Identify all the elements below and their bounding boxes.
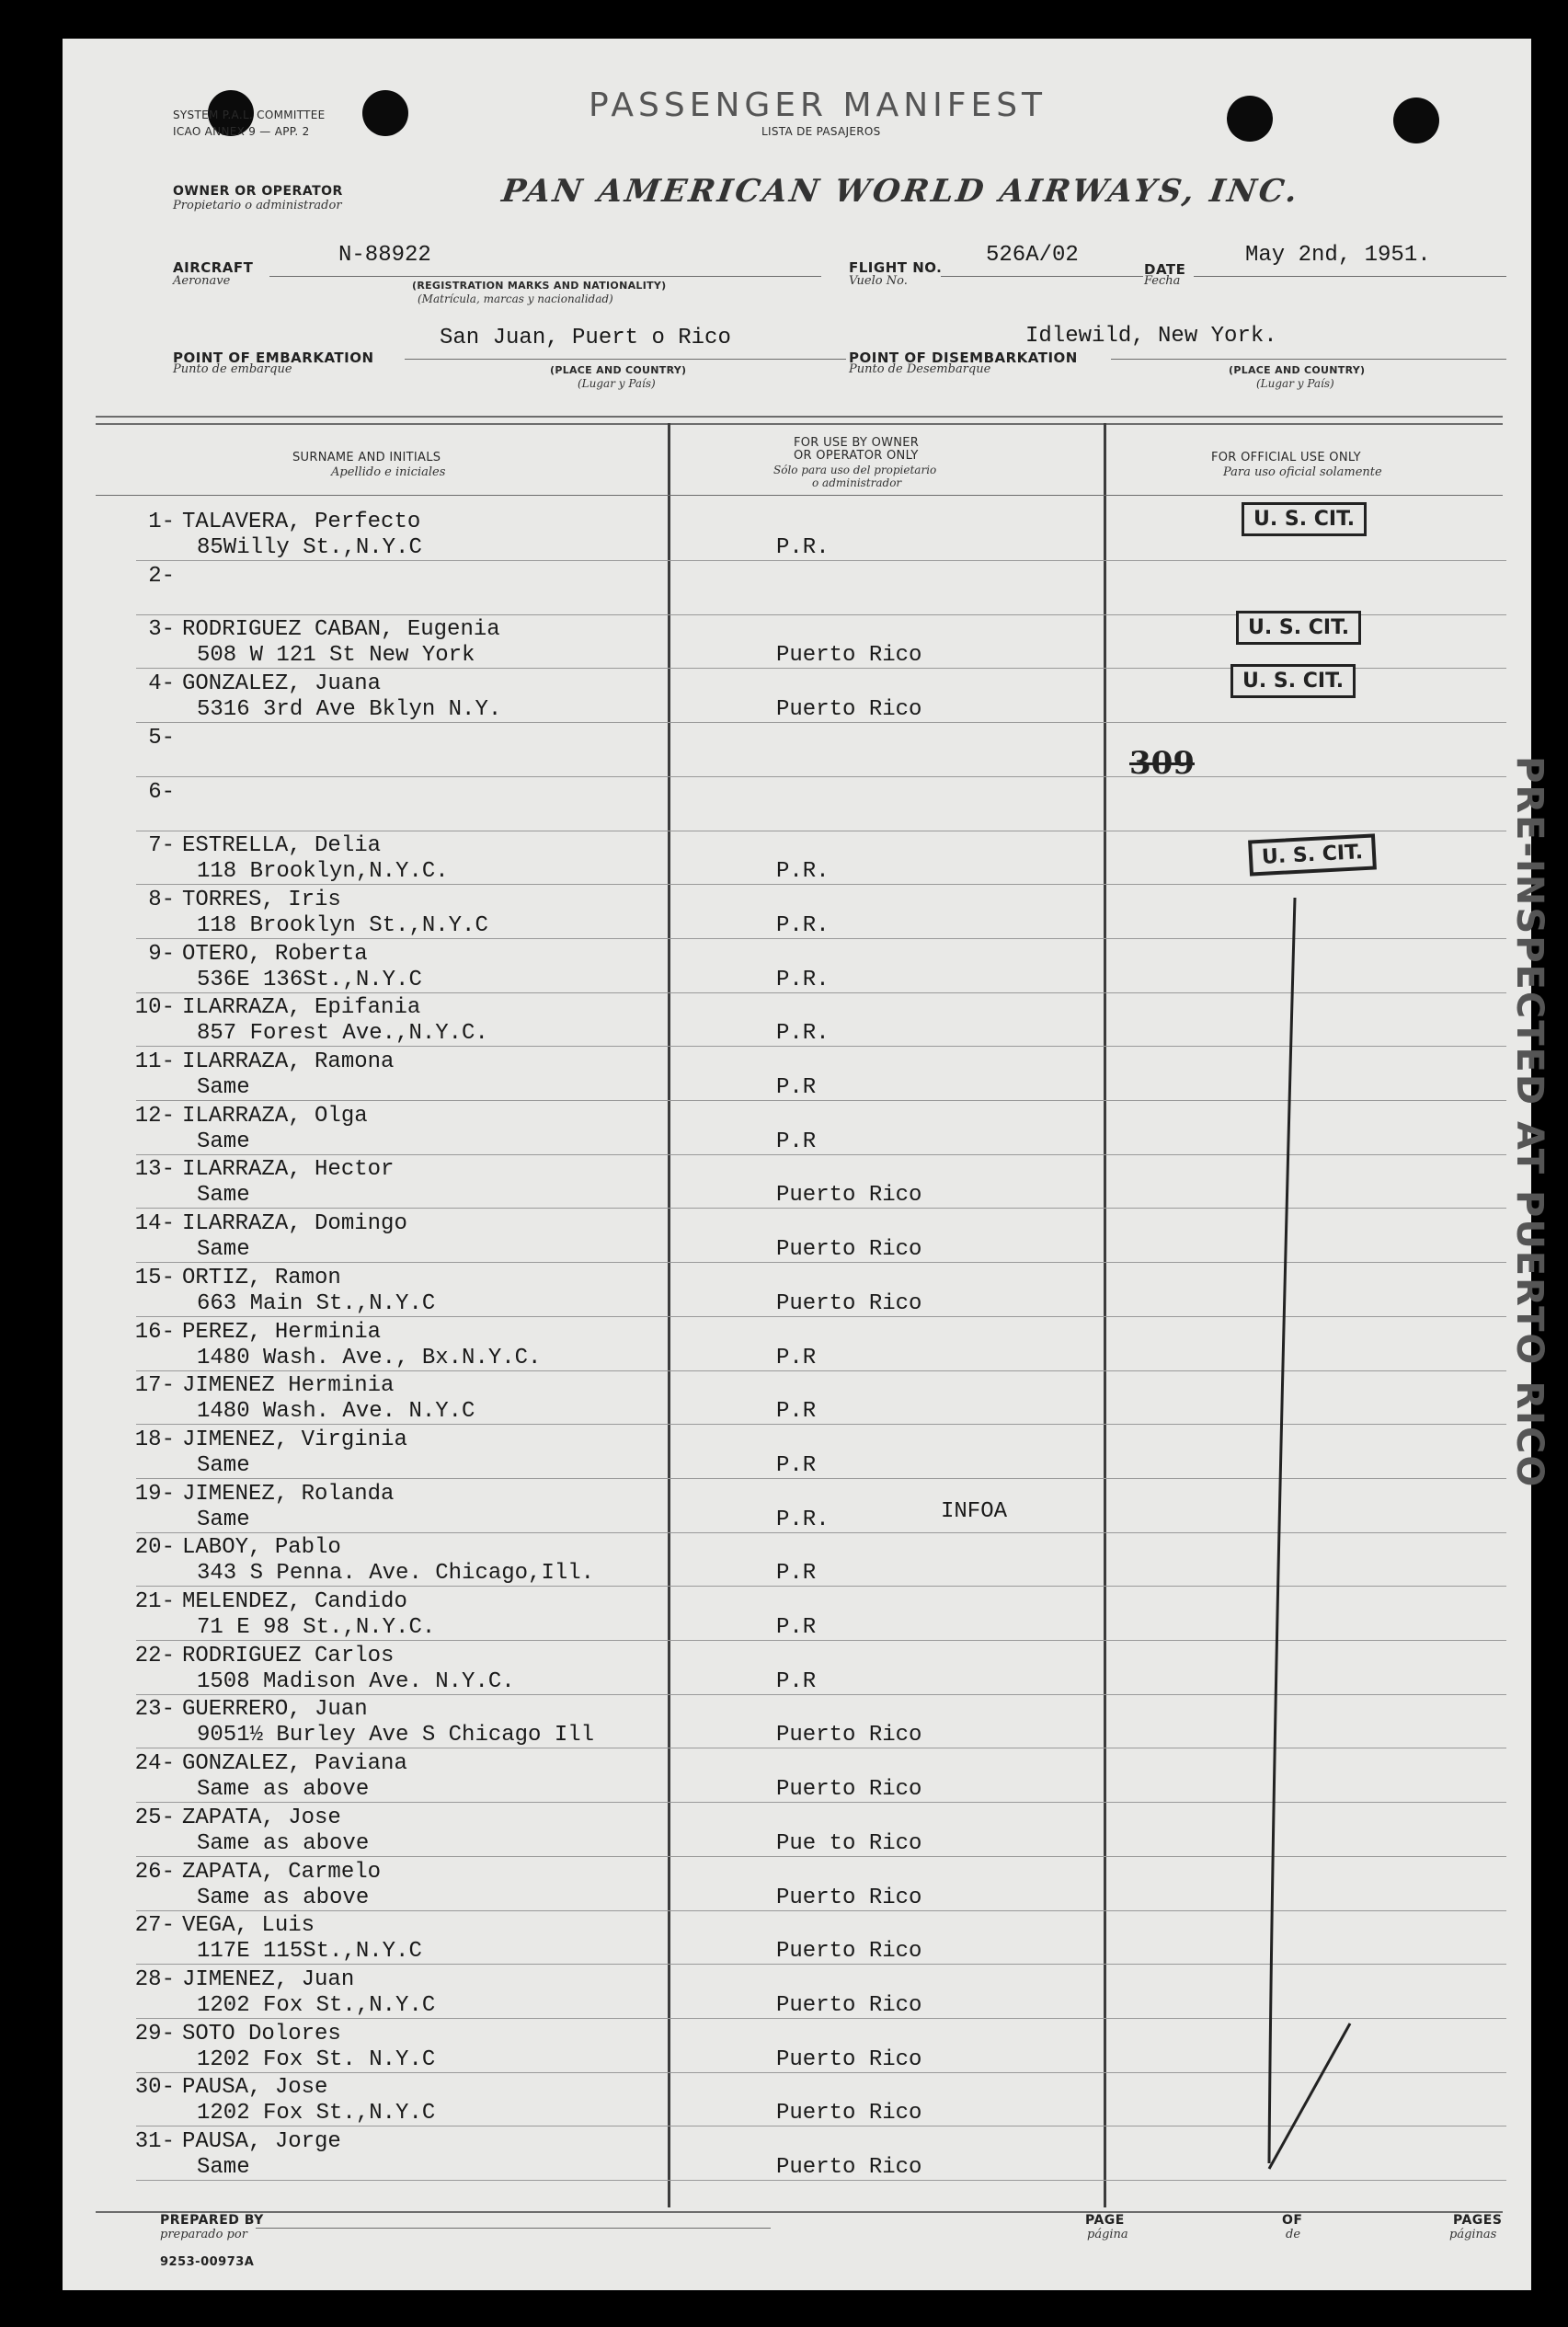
passenger-address: 1202 Fox St. N.Y.C [197, 2047, 436, 2072]
operator-note: P.R [776, 1615, 817, 1640]
passenger-name: VEGA, Luis [182, 1913, 315, 1938]
disembark-value: Idlewild, New York. [1025, 324, 1277, 349]
passenger-address: 5316 3rd Ave Bklyn N.Y. [197, 697, 502, 722]
page-title: PASSENGER MANIFEST [589, 86, 1047, 124]
passenger-address: 663 Main St.,N.Y.C [197, 1291, 436, 1316]
row-number: 28- [134, 1967, 175, 1992]
operator-note: P.R [776, 1129, 817, 1154]
passenger-address: 857 Forest Ave.,N.Y.C. [197, 1021, 488, 1046]
us-cit-stamp-4: U. S. CIT. [1248, 833, 1377, 876]
owner-label: OWNER OR OPERATOR [173, 184, 343, 199]
passenger-address: Same [197, 1075, 250, 1100]
passenger-name: ILARRAZA, Domingo [182, 1211, 407, 1236]
form-number: 9253-00973A [160, 2255, 255, 2269]
operator-note: Puerto Rico [776, 1237, 922, 1262]
passenger-address: 85Willy St.,N.Y.C [197, 535, 422, 560]
operator-note: Pue to Rico [776, 1831, 922, 1856]
us-cit-stamp-3: U. S. CIT. [1230, 664, 1356, 698]
page-label-es: página [1087, 2228, 1128, 2241]
prepared-label: PREPARED BY [160, 2213, 264, 2228]
operator-note: Puerto Rico [776, 1939, 922, 1964]
row-number: 13- [134, 1157, 175, 1182]
passenger-name: TALAVERA, Perfecto [182, 510, 421, 534]
passenger-name: MELENDEZ, Candido [182, 1589, 407, 1614]
row-number: 19- [134, 1482, 175, 1507]
passenger-address: 9051½ Burley Ave S Chicago Ill [197, 1723, 595, 1748]
row-number: 16- [134, 1320, 175, 1345]
disembark-place-caption-es: (Lugar y País) [1256, 377, 1334, 390]
page-label: PAGE [1085, 2213, 1125, 2228]
operator-note: P.R [776, 1075, 817, 1100]
embark-label: POINT OF EMBARKATION [173, 350, 374, 366]
us-cit-stamp-1: U. S. CIT. [1242, 502, 1367, 536]
operator-note: Puerto Rico [776, 1183, 922, 1208]
pages-label: PAGES [1453, 2213, 1503, 2228]
of-label-es: de [1286, 2228, 1301, 2241]
col2-header-es-2: o administrador [812, 476, 902, 489]
row-number: 30- [134, 2075, 175, 2100]
preinspected-stamp: PRE-INSPECTED AT PUERTO RICO [1508, 756, 1551, 1489]
passenger-name: LABOY, Pablo [182, 1535, 341, 1560]
passenger-name: GUERRERO, Juan [182, 1697, 368, 1722]
carrier-name: PAN AMERICAN WORLD AIRWAYS, INC. [499, 173, 1302, 210]
number-309: 309 [1129, 745, 1195, 782]
row-number: 23- [134, 1697, 175, 1722]
passenger-name: SOTO Dolores [182, 2022, 341, 2046]
row-number: 10- [134, 995, 175, 1020]
row-number: 22- [134, 1644, 175, 1668]
disembark-label-es: Punto de Desembarque [849, 362, 991, 376]
flight-label: FLIGHT NO. [849, 259, 943, 276]
passenger-address: Same as above [197, 1777, 370, 1802]
row-number: 9- [148, 942, 175, 967]
passenger-name: JIMENEZ Herminia [182, 1373, 395, 1398]
col3-header: FOR OFFICIAL USE ONLY [1211, 451, 1361, 464]
passenger-address: 1202 Fox St.,N.Y.C [197, 2101, 436, 2126]
operator-note: P.R. [776, 859, 830, 884]
operator-note: P.R. [776, 1507, 830, 1532]
embark-place-caption: (PLACE AND COUNTRY) [550, 364, 687, 376]
passenger-name: ILARRAZA, Olga [182, 1104, 368, 1129]
passenger-name: ILARRAZA, Epifania [182, 995, 421, 1020]
date-label: DATE [1144, 261, 1186, 278]
passenger-address: 1480 Wash. Ave. N.Y.C [197, 1399, 475, 1424]
passenger-name: ORTIZ, Ramon [182, 1266, 341, 1290]
embark-place-caption-es: (Lugar y País) [578, 377, 656, 390]
operator-note: P.R [776, 1669, 817, 1694]
passenger-address: 1508 Madison Ave. N.Y.C. [197, 1669, 515, 1694]
row-number: 4- [148, 671, 175, 696]
operator-note: P.R. [776, 1021, 830, 1046]
row-number: 15- [134, 1266, 175, 1290]
col1-header: SURNAME AND INITIALS [292, 451, 441, 464]
disembark-place-caption: (PLACE AND COUNTRY) [1229, 364, 1366, 376]
row-number: 6- [148, 780, 175, 805]
aircraft-label-es: Aeronave [173, 274, 231, 288]
row-number: 1- [148, 510, 175, 534]
passenger-name: TORRES, Iris [182, 888, 341, 912]
passenger-name: PEREZ, Herminia [182, 1320, 382, 1345]
passenger-name: ZAPATA, Carmelo [182, 1860, 382, 1885]
passenger-address: Same [197, 1507, 250, 1532]
passenger-address: 118 Brooklyn,N.Y.C. [197, 859, 449, 884]
prepared-label-es: preparado por [160, 2228, 247, 2241]
col3-header-es: Para uso oficial solamente [1223, 465, 1382, 479]
passenger-address: 118 Brooklyn St.,N.Y.C [197, 913, 488, 938]
row-number: 17- [134, 1373, 175, 1398]
passenger-address: 508 W 121 St New York [197, 643, 475, 668]
passenger-address: Same [197, 1453, 250, 1478]
passenger-name: ILARRAZA, Ramona [182, 1049, 395, 1074]
infoa-note: INFOA [941, 1499, 1008, 1524]
operator-note: P.R [776, 1453, 817, 1478]
manifest-page [63, 39, 1551, 2290]
us-cit-stamp-2: U. S. CIT. [1236, 611, 1361, 645]
passenger-address: Same [197, 1237, 250, 1262]
owner-label-es: Propietario o administrador [173, 199, 342, 212]
passenger-address: 117E 115St.,N.Y.C [197, 1939, 422, 1964]
pen-mark [63, 39, 1531, 2290]
flight-value: 526A/02 [986, 243, 1079, 268]
row-number: 8- [148, 888, 175, 912]
passenger-name: GONZALEZ, Juana [182, 671, 382, 696]
passenger-name: ZAPATA, Jose [182, 1805, 341, 1830]
aircraft-label: AIRCRAFT [173, 259, 254, 276]
page-title-es: LISTA DE PASAJEROS [761, 125, 881, 138]
row-number: 12- [134, 1104, 175, 1129]
aircraft-value: N-88922 [338, 243, 431, 268]
passenger-name: ESTRELLA, Delia [182, 833, 382, 858]
prepared-underline [256, 2228, 771, 2229]
passenger-address: Same [197, 2155, 250, 2180]
passenger-name: GONZALEZ, Paviana [182, 1751, 407, 1776]
embark-value: San Juan, Puert o Rico [440, 326, 731, 350]
row-number: 26- [134, 1860, 175, 1885]
row-number: 7- [148, 833, 175, 858]
passenger-address: 536E 136St.,N.Y.C [197, 968, 422, 992]
operator-note: P.R. [776, 968, 830, 992]
col2-header-1: FOR USE BY OWNER [794, 436, 920, 450]
passenger-name: PAUSA, Jose [182, 2075, 328, 2100]
passenger-name: RODRIGUEZ CABAN, Eugenia [182, 617, 500, 642]
operator-note: Puerto Rico [776, 697, 922, 722]
passenger-address: Same as above [197, 1831, 370, 1856]
row-number: 21- [134, 1589, 175, 1614]
operator-note: Puerto Rico [776, 1777, 922, 1802]
row-number: 25- [134, 1805, 175, 1830]
operator-note: Puerto Rico [776, 643, 922, 668]
row-number: 5- [148, 726, 175, 751]
col2-header-es-1: Sólo para uso del propietario [773, 464, 937, 476]
operator-note: P.R [776, 1561, 817, 1586]
date-value: May 2nd, 1951. [1245, 243, 1431, 268]
passenger-name: JIMENEZ, Virginia [182, 1427, 407, 1452]
system-line: SYSTEM P.A.L. COMMITTEE [173, 109, 326, 121]
operator-note: Puerto Rico [776, 2101, 922, 2126]
date-label-es: Fecha [1144, 274, 1181, 288]
operator-note: Puerto Rico [776, 2155, 922, 2180]
operator-note: P.R [776, 1399, 817, 1424]
passenger-address: Same [197, 1183, 250, 1208]
pages-label-es: páginas [1449, 2228, 1497, 2241]
embark-label-es: Punto de embarque [173, 362, 292, 376]
row-number: 18- [134, 1427, 175, 1452]
row-number: 29- [134, 2022, 175, 2046]
operator-note: Puerto Rico [776, 2047, 922, 2072]
passenger-name: JIMENEZ, Rolanda [182, 1482, 395, 1507]
passenger-name: ILARRAZA, Hector [182, 1157, 395, 1182]
operator-note: Puerto Rico [776, 1886, 922, 1910]
passenger-address: 1202 Fox St.,N.Y.C [197, 1993, 436, 2018]
passenger-name: JIMENEZ, Juan [182, 1967, 355, 1992]
icao-line: ICAO ANNEX 9 — APP. 2 [173, 125, 310, 138]
row-number: 31- [134, 2129, 175, 2154]
passenger-address: Same as above [197, 1886, 370, 1910]
passenger-name: PAUSA, Jorge [182, 2129, 341, 2154]
registration-caption-es: (Matrícula, marcas y nacionalidad) [418, 292, 613, 305]
passenger-address: Same [197, 1129, 250, 1154]
passenger-name: OTERO, Roberta [182, 942, 368, 967]
passenger-address: 71 E 98 St.,N.Y.C. [197, 1615, 436, 1640]
col1-header-es: Apellido e iniciales [331, 465, 446, 479]
row-number: 20- [134, 1535, 175, 1560]
row-number: 3- [148, 617, 175, 642]
col2-header-2: OR OPERATOR ONLY [794, 449, 919, 463]
registration-caption: (REGISTRATION MARKS AND NATIONALITY) [412, 280, 667, 292]
operator-note: P.R. [776, 913, 830, 938]
row-number: 2- [148, 564, 175, 589]
flight-label-es: Vuelo No. [849, 274, 908, 288]
row-number: 11- [134, 1049, 175, 1074]
passenger-address: 1480 Wash. Ave., Bx.N.Y.C. [197, 1346, 542, 1370]
operator-note: Puerto Rico [776, 1291, 922, 1316]
operator-note: P.R. [776, 535, 830, 560]
passenger-name: RODRIGUEZ Carlos [182, 1644, 395, 1668]
operator-note: Puerto Rico [776, 1723, 922, 1748]
operator-note: P.R [776, 1346, 817, 1370]
row-number: 14- [134, 1211, 175, 1236]
passenger-address: 343 S Penna. Ave. Chicago,Ill. [197, 1561, 595, 1586]
row-number: 24- [134, 1751, 175, 1776]
operator-note: Puerto Rico [776, 1993, 922, 2018]
row-number: 27- [134, 1913, 175, 1938]
of-label: OF [1282, 2213, 1303, 2228]
disembark-label: POINT OF DISEMBARKATION [849, 350, 1078, 366]
